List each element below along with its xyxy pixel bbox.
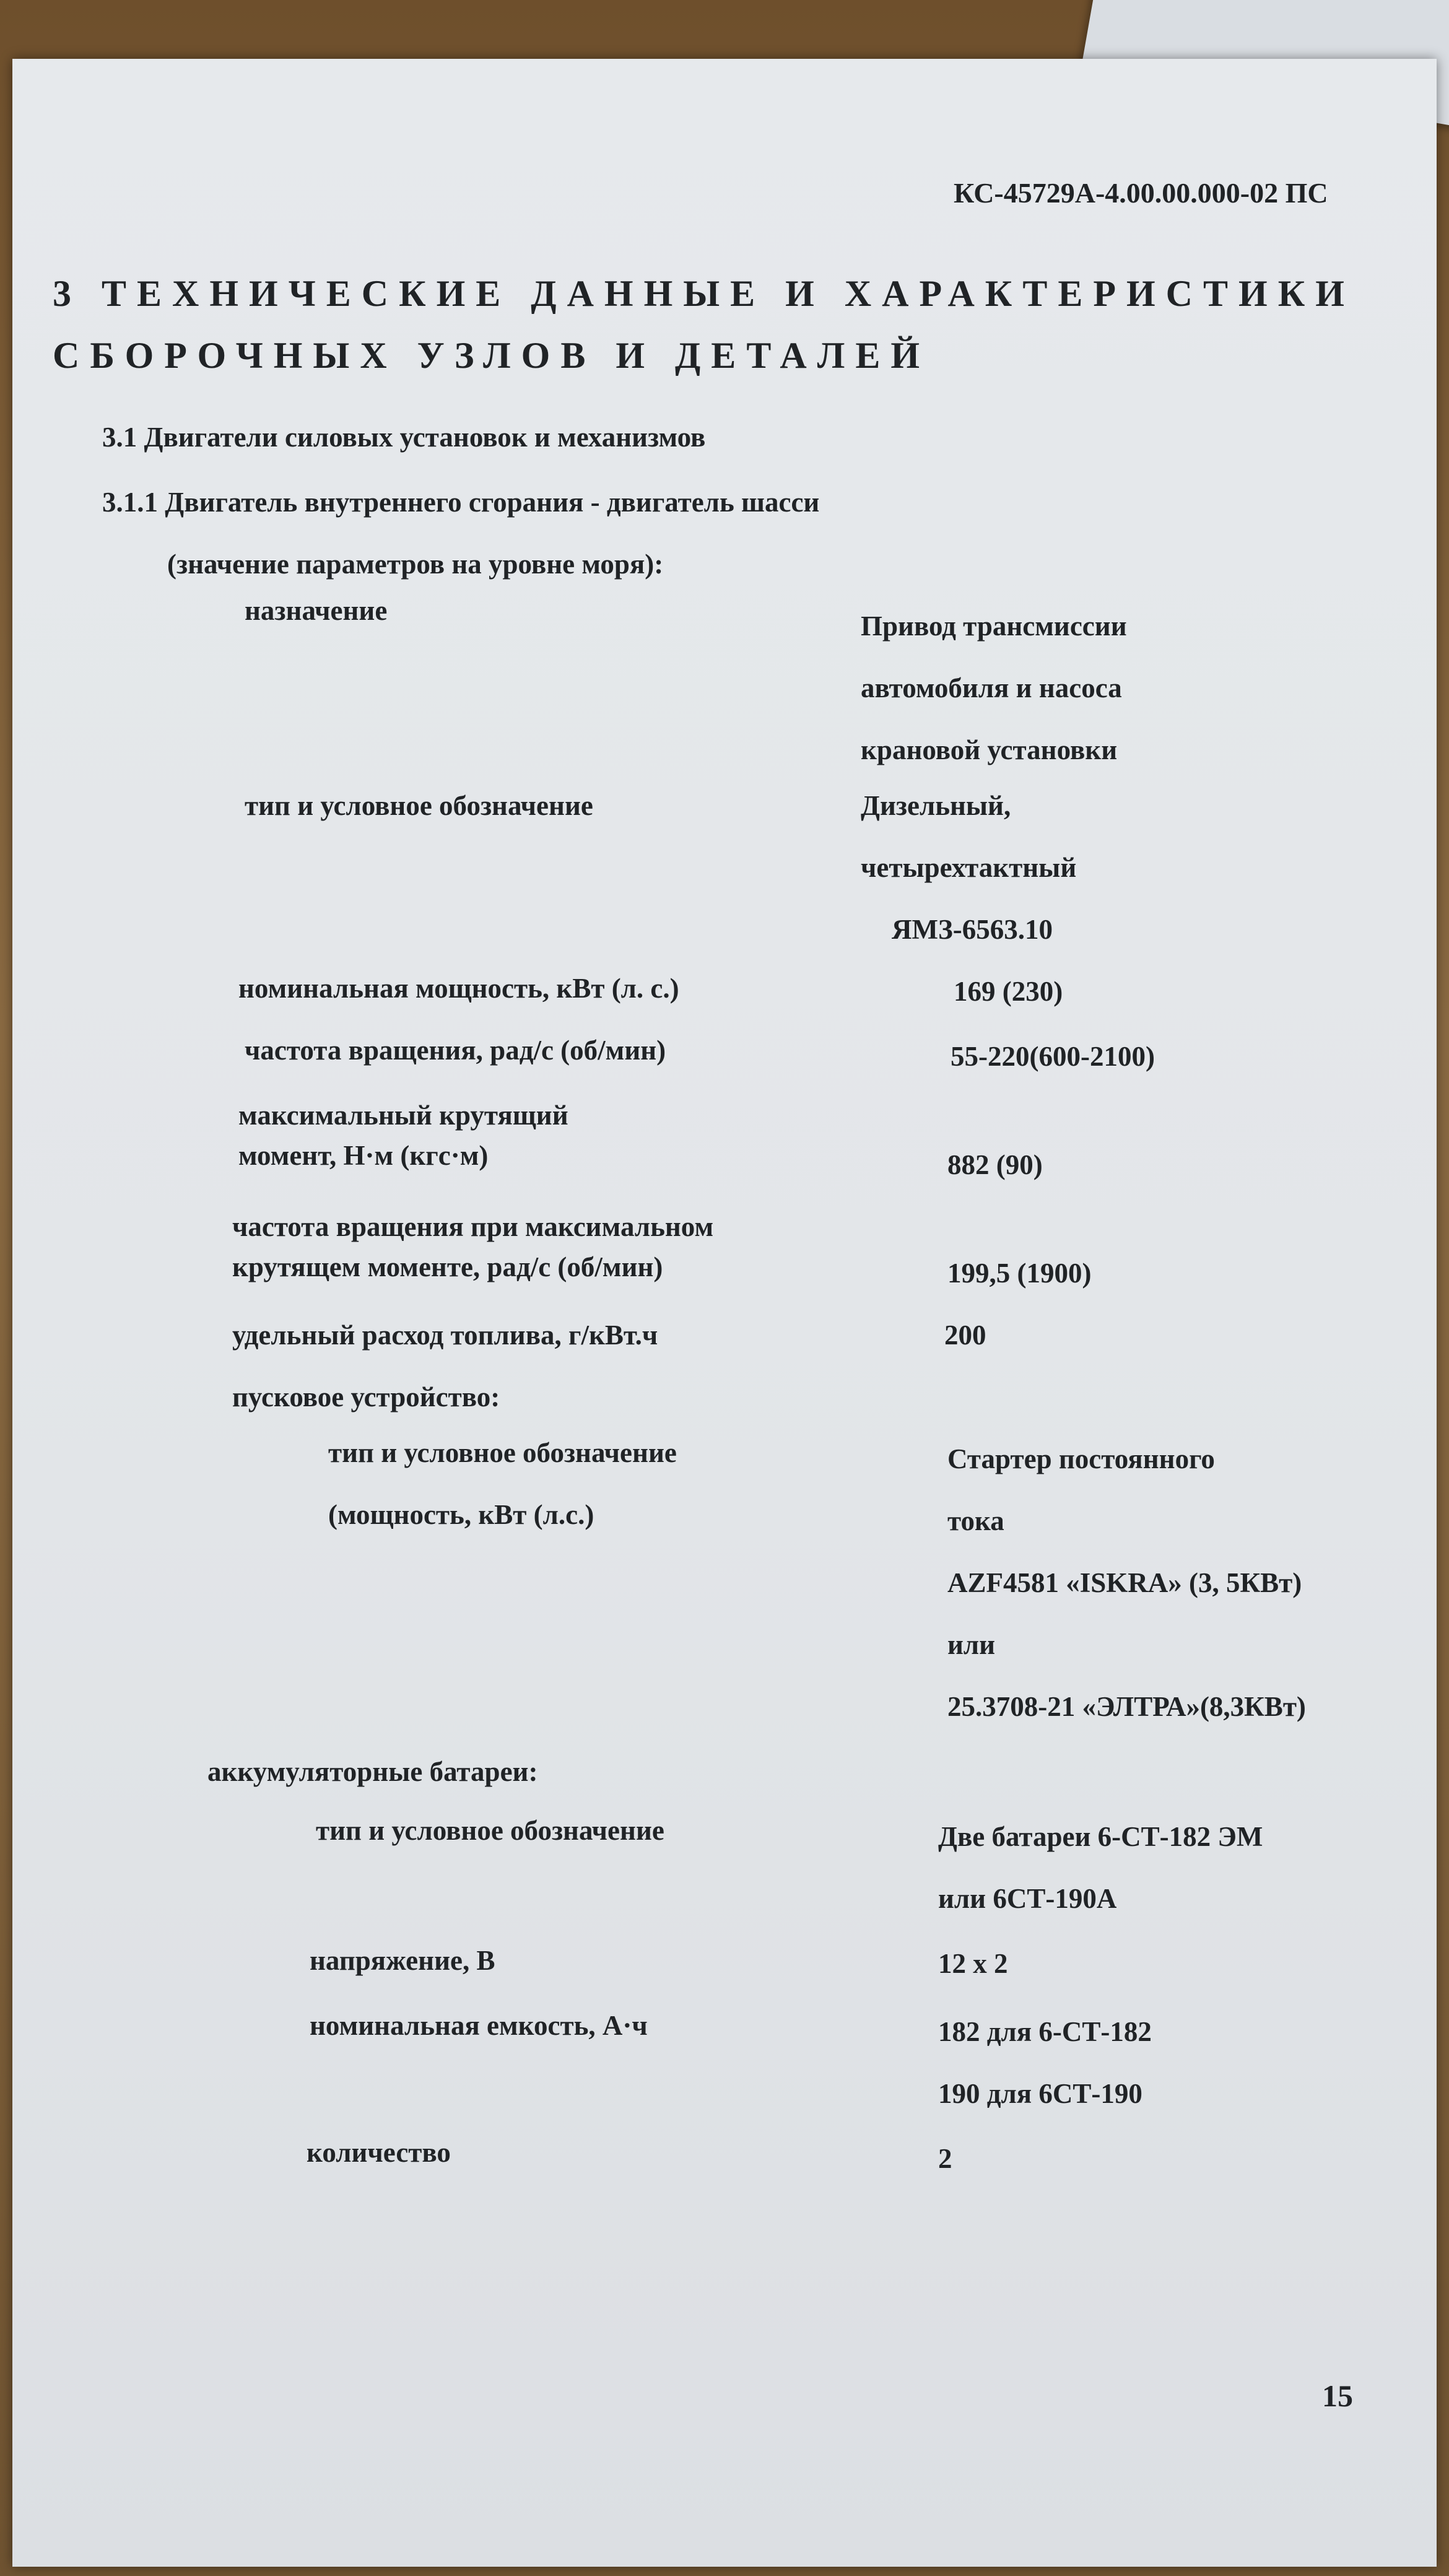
purpose-label: назначение — [245, 595, 388, 626]
rated-power-value: 169 (230) — [954, 976, 1063, 1007]
quantity-value: 2 — [938, 2143, 952, 2174]
max-torque-value: 882 (90) — [947, 1149, 1043, 1180]
engine-type-value-line-2: четырехтактный — [861, 852, 1077, 883]
voltage-value: 12 х 2 — [938, 1948, 1008, 1979]
fuel-consumption-label: удельный расход топлива, г/кВт.ч — [232, 1320, 658, 1351]
engine-model-value: ЯМЗ-6563.10 — [892, 914, 1053, 945]
subsection-3-1-title: 3.1 Двигатели силовых установок и механизмов — [102, 422, 706, 453]
starter-power-label: (мощность, кВт (л.с.) — [328, 1499, 594, 1530]
purpose-value-line-2: автомобиля и насоса — [861, 672, 1122, 703]
parameters-note: (значение параметров на уровне моря): — [167, 549, 664, 580]
max-torque-speed-label-line-1: частота вращения при максимальном — [232, 1211, 714, 1242]
voltage-label: напряжение, В — [310, 1945, 495, 1976]
starter-value-line-3: AZF4581 «ISKRA» (3, 5КВт) — [947, 1567, 1302, 1598]
capacity-value-line-2: 190 для 6СТ-190 — [938, 2078, 1142, 2109]
max-torque-label-line-2: момент, Н·м (кгс·м) — [238, 1140, 489, 1171]
page-number: 15 — [1322, 2378, 1353, 2413]
battery-type-value-line-2: или 6СТ-190А — [938, 1883, 1117, 1914]
fuel-consumption-value: 200 — [944, 1320, 986, 1351]
rated-power-label: номинальная мощность, кВт (л. с.) — [238, 973, 679, 1004]
starter-value-line-2: тока — [947, 1505, 1004, 1536]
capacity-label: номинальная емкость, А·ч — [310, 2010, 648, 2041]
section-heading-line-1: 3 ТЕХНИЧЕСКИЕ ДАННЫЕ И ХАРАКТЕРИСТИКИ — [53, 273, 1355, 314]
document-code: КС-45729А-4.00.00.000-02 ПС — [954, 177, 1328, 209]
document-page — [12, 59, 1437, 2567]
capacity-value-line-1: 182 для 6-СТ-182 — [938, 2016, 1152, 2047]
starter-value-line-4: или — [947, 1629, 996, 1660]
engine-type-label: тип и условное обозначение — [245, 790, 593, 821]
quantity-label: количество — [307, 2137, 451, 2168]
starter-device-label: пусковое устройство: — [232, 1382, 500, 1412]
batteries-label: аккумуляторные батареи: — [207, 1756, 538, 1787]
starter-type-label: тип и условное обозначение — [328, 1437, 677, 1468]
rotation-speed-label: частота вращения, рад/с (об/мин) — [245, 1035, 666, 1066]
subsection-3-1-1-title: 3.1.1 Двигатель внутреннего сгорания - двигатель шасси — [102, 487, 820, 518]
engine-type-value-line-1: Дизельный, — [861, 790, 1011, 821]
battery-type-label: тип и условное обозначение — [316, 1815, 664, 1846]
section-heading-line-2: СБОРОЧНЫХ УЗЛОВ И ДЕТАЛЕЙ — [53, 335, 931, 376]
starter-value-line-5: 25.3708-21 «ЭЛТРА»(8,3КВт) — [947, 1691, 1306, 1722]
max-torque-label-line-1: максимальный крутящий — [238, 1100, 568, 1131]
battery-type-value-line-1: Две батареи 6-СТ-182 ЭМ — [938, 1821, 1263, 1852]
purpose-value-line-3: крановой установки — [861, 734, 1118, 765]
max-torque-speed-value: 199,5 (1900) — [947, 1258, 1092, 1289]
max-torque-speed-label-line-2: крутящем моменте, рад/с (об/мин) — [232, 1251, 663, 1282]
purpose-value-line-1: Привод трансмиссии — [861, 611, 1127, 642]
rotation-speed-value: 55-220(600-2100) — [951, 1041, 1155, 1072]
starter-value-line-1: Стартер постоянного — [947, 1443, 1215, 1474]
